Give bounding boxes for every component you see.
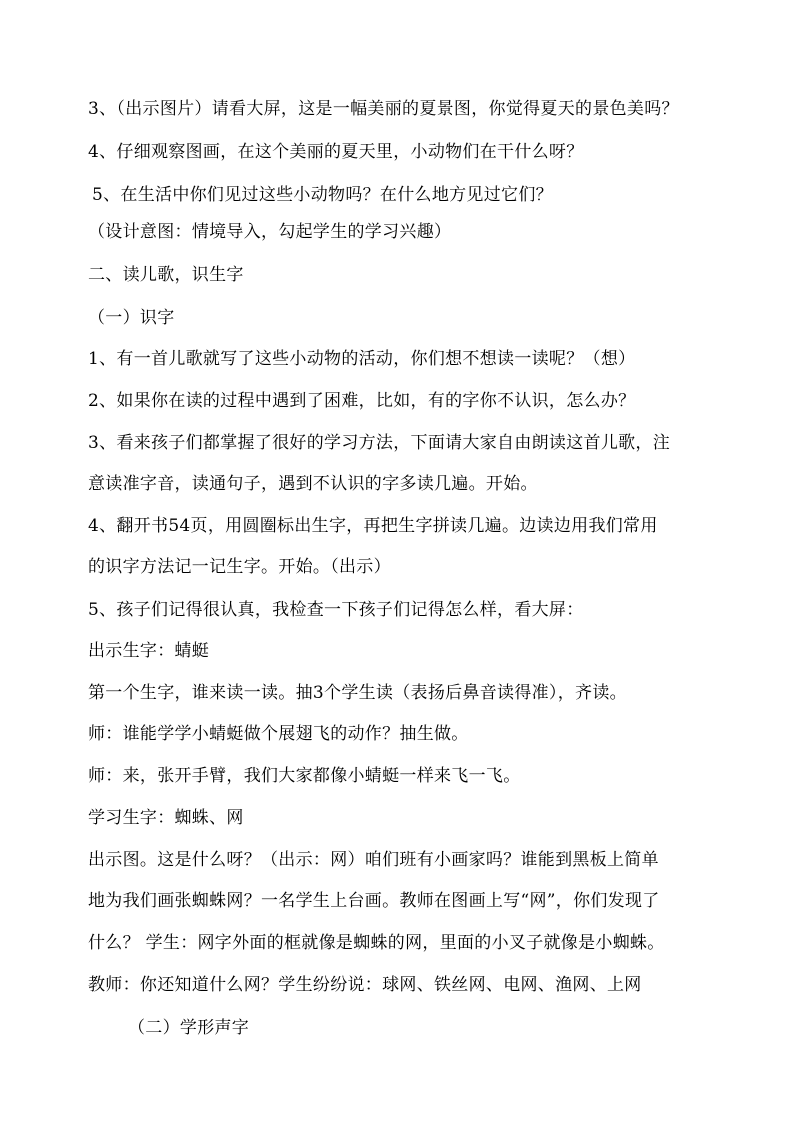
text-line-17: 师：来，张开手臂，我们大家都像小蜻蜓一样来飞一飞。 <box>88 766 521 786</box>
text-line-12: 的识字方法记一记生字。开始。（出示） <box>88 557 391 577</box>
design-intent-note: （设计意图：情境导入，勾起学生的学习兴趣） <box>88 222 452 242</box>
text-line-7: 1、有一首儿歌就写了这些小动物的活动，你们想不想读一读呢？（想） <box>88 349 636 369</box>
text-line-22: 教师：你还知道什么网？学生纷纷说：球网、铁丝网、电网、渔网、上网 <box>88 975 642 995</box>
text-line-16: 师：谁能学学小蜻蜓做个展翅飞的动作？抽生做。 <box>88 724 469 744</box>
text-line-20: 地为我们画张蜘蛛网？一名学生上台画。教师在图画上写“网”，你们发现了 <box>88 891 660 911</box>
text-line-11: 4、翻开书54页，用圆圈标出生字，再把生字拼读几遍。边读边用我们常用 <box>88 516 658 536</box>
text-line-15: 第一个生字，谁来读一读。抽3个学生读（表扬后鼻音读得准），齐读。 <box>88 683 627 703</box>
text-line-14: 出示生字：蜻蜓 <box>88 641 210 661</box>
text-line-21: 什么？ 学生：网字外面的框就像是蜘蛛的网，里面的小叉子就像是小蜘蛛。 <box>88 933 665 953</box>
text-line-19: 出示图。这是什么呀？（出示：网）咱们班有小画家吗？谁能到黑板上简单 <box>88 850 659 870</box>
subsection-heading-1: （一）识字 <box>88 308 175 328</box>
text-line-3: 5、在生活中你们见过这些小动物吗？在什么地方见过它们？ <box>92 185 553 205</box>
text-line-13: 5、孩子们记得很认真，我检查一下孩子们记得怎么样，看大屏： <box>88 600 584 620</box>
text-line-9: 3、看来孩子们都掌握了很好的学习方法，下面请大家自由朗读这首儿歌，注 <box>88 433 671 453</box>
text-line-10: 意读准字音，读通句子，遇到不认识的字多读几遍。开始。 <box>88 474 538 494</box>
text-line-1: 3、（出示图片）请看大屏，这是一幅美丽的夏景图，你觉得夏天的景色美吗？ <box>88 99 679 119</box>
subsection-heading-2: （二）学形声字 <box>128 1018 250 1038</box>
text-line-2: 4、仔细观察图画，在这个美丽的夏天里，小动物们在干什么呀？ <box>88 142 584 162</box>
text-line-8: 2、如果你在读的过程中遇到了困难，比如，有的字你不认识，怎么办？ <box>88 391 636 411</box>
text-line-18: 学习生字：蜘蛛、网 <box>88 808 244 828</box>
section-heading-2: 二、读儿歌，识生字 <box>88 265 244 285</box>
